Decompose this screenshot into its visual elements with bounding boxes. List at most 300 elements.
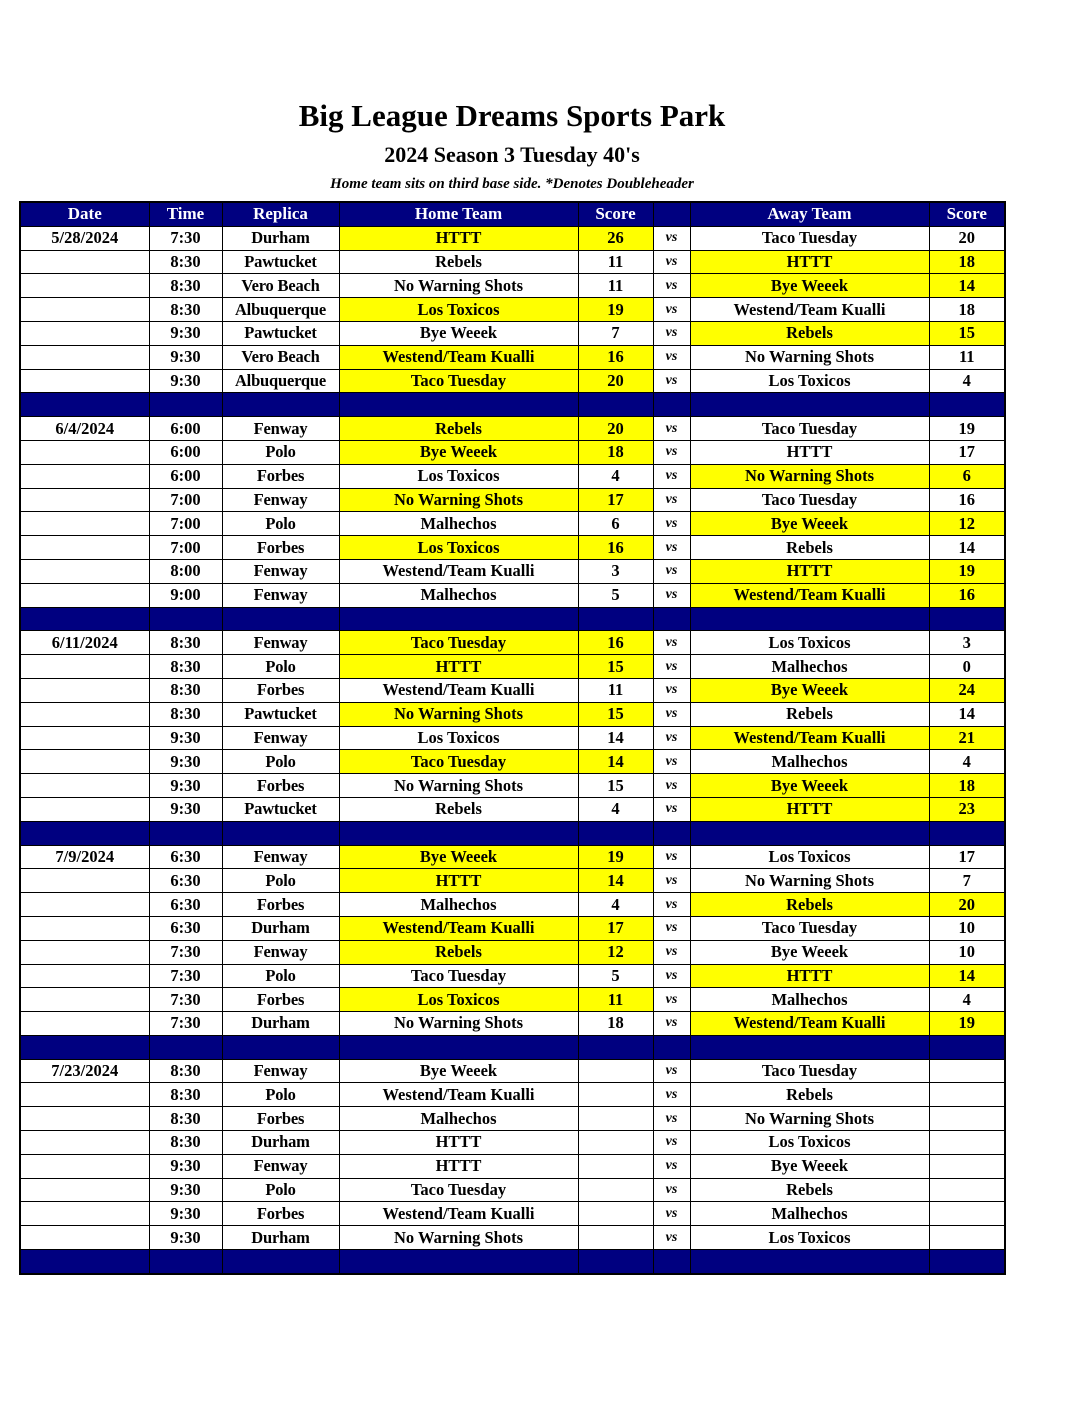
separator-cell: [222, 821, 339, 845]
table-row: [20, 797, 1005, 821]
away-team: Los Toxicos: [690, 631, 929, 655]
home-score: [578, 1226, 653, 1250]
vs-label: vs: [653, 702, 690, 726]
away-team: Bye Weeek: [690, 940, 929, 964]
home-score: 5: [578, 964, 653, 988]
away-team: Malhechos: [690, 988, 929, 1012]
away-score: 10: [929, 940, 1005, 964]
table-row: [20, 1131, 1005, 1155]
home-team: Malhechos: [339, 1107, 578, 1131]
away-score: 17: [929, 440, 1005, 464]
home-team: Taco Tuesday: [339, 369, 578, 393]
home-team: No Warning Shots: [339, 1012, 578, 1036]
separator-cell: [149, 1035, 222, 1059]
game-time: 7:30: [149, 988, 222, 1012]
vs-label: vs: [653, 417, 690, 441]
vs-label: vs: [653, 1059, 690, 1083]
away-team: Taco Tuesday: [690, 916, 929, 940]
away-team: Rebels: [690, 702, 929, 726]
column-header-vs: [653, 202, 690, 226]
away-score: 19: [929, 417, 1005, 441]
home-team: Malhechos: [339, 512, 578, 536]
table-row: [20, 1178, 1005, 1202]
game-date: [20, 583, 149, 607]
game-time: 7:30: [149, 226, 222, 250]
away-team: Bye Weeek: [690, 512, 929, 536]
home-team: Taco Tuesday: [339, 631, 578, 655]
away-score: 14: [929, 536, 1005, 560]
game-field: Polo: [222, 1083, 339, 1107]
separator-cell: [222, 1035, 339, 1059]
home-score: 15: [578, 655, 653, 679]
away-team: Rebels: [690, 321, 929, 345]
game-time: 7:30: [149, 964, 222, 988]
away-team: Bye Weeek: [690, 678, 929, 702]
week-separator-row: [20, 821, 1005, 845]
game-date: [20, 964, 149, 988]
home-score: 5: [578, 583, 653, 607]
away-team: Rebels: [690, 893, 929, 917]
game-date: [20, 1131, 149, 1155]
game-date: [20, 488, 149, 512]
table-row: [20, 321, 1005, 345]
game-field: Forbes: [222, 893, 339, 917]
separator-cell: [149, 393, 222, 417]
table-row: [20, 702, 1005, 726]
home-team: Los Toxicos: [339, 988, 578, 1012]
separator-cell: [222, 607, 339, 631]
week-separator-row: [20, 393, 1005, 417]
away-team: Malhechos: [690, 655, 929, 679]
game-time: 6:30: [149, 916, 222, 940]
away-score: 3: [929, 631, 1005, 655]
game-time: 8:30: [149, 1107, 222, 1131]
table-row: [20, 536, 1005, 560]
table-row: [20, 774, 1005, 798]
game-field: Fenway: [222, 1154, 339, 1178]
game-field: Fenway: [222, 726, 339, 750]
home-score: 11: [578, 678, 653, 702]
away-score: 14: [929, 274, 1005, 298]
game-date: [20, 940, 149, 964]
table-row: [20, 417, 1005, 441]
game-field: Durham: [222, 1226, 339, 1250]
table-row: [20, 750, 1005, 774]
separator-cell: [578, 821, 653, 845]
game-field: Durham: [222, 916, 339, 940]
away-score: 18: [929, 250, 1005, 274]
separator-cell: [929, 1035, 1005, 1059]
game-time: 9:30: [149, 750, 222, 774]
separator-cell: [929, 821, 1005, 845]
vs-label: vs: [653, 298, 690, 322]
game-time: 8:30: [149, 678, 222, 702]
home-score: 7: [578, 321, 653, 345]
away-team: Los Toxicos: [690, 845, 929, 869]
vs-label: vs: [653, 678, 690, 702]
separator-cell: [339, 393, 578, 417]
vs-label: vs: [653, 274, 690, 298]
table-row: [20, 655, 1005, 679]
away-score: 7: [929, 869, 1005, 893]
game-time: 8:30: [149, 655, 222, 679]
home-score: [578, 1083, 653, 1107]
home-team: HTTT: [339, 226, 578, 250]
vs-label: vs: [653, 1178, 690, 1202]
home-score: 19: [578, 298, 653, 322]
home-team: Los Toxicos: [339, 726, 578, 750]
game-field: Albuquerque: [222, 298, 339, 322]
game-time: 9:30: [149, 321, 222, 345]
game-field: Forbes: [222, 678, 339, 702]
home-team: Westend/Team Kualli: [339, 1202, 578, 1226]
separator-cell: [653, 607, 690, 631]
game-time: 9:30: [149, 797, 222, 821]
game-date: [20, 893, 149, 917]
separator-cell: [20, 393, 149, 417]
vs-label: vs: [653, 440, 690, 464]
separator-cell: [653, 393, 690, 417]
game-time: 7:00: [149, 536, 222, 560]
home-team: No Warning Shots: [339, 488, 578, 512]
table-row: [20, 488, 1005, 512]
away-score: [929, 1107, 1005, 1131]
game-field: Albuquerque: [222, 369, 339, 393]
game-date: [20, 1226, 149, 1250]
away-score: [929, 1131, 1005, 1155]
home-team: Los Toxicos: [339, 298, 578, 322]
away-score: 20: [929, 893, 1005, 917]
game-time: 7:30: [149, 1012, 222, 1036]
home-team: HTTT: [339, 655, 578, 679]
game-time: 6:30: [149, 869, 222, 893]
away-score: 4: [929, 750, 1005, 774]
away-team: No Warning Shots: [690, 869, 929, 893]
home-team: Los Toxicos: [339, 464, 578, 488]
away-score: 18: [929, 298, 1005, 322]
away-score: 16: [929, 488, 1005, 512]
away-team: Rebels: [690, 1083, 929, 1107]
game-time: 6:00: [149, 464, 222, 488]
home-team: Westend/Team Kualli: [339, 559, 578, 583]
away-team: Westend/Team Kualli: [690, 298, 929, 322]
game-time: 7:30: [149, 940, 222, 964]
home-score: 15: [578, 702, 653, 726]
table-row: [20, 464, 1005, 488]
game-time: 8:30: [149, 1083, 222, 1107]
home-score: 16: [578, 345, 653, 369]
game-time: 9:30: [149, 774, 222, 798]
home-score: 16: [578, 631, 653, 655]
table-row: [20, 940, 1005, 964]
away-team: Westend/Team Kualli: [690, 1012, 929, 1036]
separator-cell: [653, 1035, 690, 1059]
home-score: 11: [578, 274, 653, 298]
game-date: [20, 726, 149, 750]
separator-cell: [578, 1035, 653, 1059]
game-date: [20, 797, 149, 821]
game-field: Polo: [222, 869, 339, 893]
game-date: [20, 655, 149, 679]
vs-label: vs: [653, 1154, 690, 1178]
vs-label: vs: [653, 369, 690, 393]
home-score: [578, 1059, 653, 1083]
column-header-away-score: Score: [929, 202, 1005, 226]
vs-label: vs: [653, 1202, 690, 1226]
separator-cell: [929, 607, 1005, 631]
away-team: Malhechos: [690, 750, 929, 774]
away-team: No Warning Shots: [690, 345, 929, 369]
away-score: 11: [929, 345, 1005, 369]
away-score: 21: [929, 726, 1005, 750]
home-score: 12: [578, 940, 653, 964]
away-team: Rebels: [690, 1178, 929, 1202]
vs-label: vs: [653, 988, 690, 1012]
game-time: 9:30: [149, 1226, 222, 1250]
game-date: [20, 750, 149, 774]
game-time: 9:30: [149, 726, 222, 750]
away-score: 24: [929, 678, 1005, 702]
away-team: Taco Tuesday: [690, 226, 929, 250]
vs-label: vs: [653, 1012, 690, 1036]
game-field: Pawtucket: [222, 702, 339, 726]
separator-cell: [20, 1035, 149, 1059]
vs-label: vs: [653, 916, 690, 940]
game-date: 7/23/2024: [20, 1059, 149, 1083]
separator-cell: [222, 1250, 339, 1274]
column-header-date: Date: [20, 202, 149, 226]
table-row: [20, 1083, 1005, 1107]
table-header-row: [20, 202, 1005, 226]
table-row: [20, 440, 1005, 464]
game-date: [20, 1012, 149, 1036]
vs-label: vs: [653, 726, 690, 750]
table-row: [20, 512, 1005, 536]
home-team: Taco Tuesday: [339, 1178, 578, 1202]
away-team: Malhechos: [690, 1202, 929, 1226]
home-team: Rebels: [339, 940, 578, 964]
away-score: [929, 1154, 1005, 1178]
home-team: Malhechos: [339, 583, 578, 607]
game-time: 9:30: [149, 1178, 222, 1202]
home-team: Bye Weeek: [339, 321, 578, 345]
home-score: 17: [578, 916, 653, 940]
table-row: [20, 1059, 1005, 1083]
vs-label: vs: [653, 655, 690, 679]
game-field: Vero Beach: [222, 345, 339, 369]
column-header-home-team: Home Team: [339, 202, 578, 226]
home-score: 20: [578, 417, 653, 441]
separator-cell: [690, 607, 929, 631]
separator-cell: [690, 1035, 929, 1059]
table-row: [20, 345, 1005, 369]
game-field: Forbes: [222, 1202, 339, 1226]
vs-label: vs: [653, 488, 690, 512]
home-team: No Warning Shots: [339, 774, 578, 798]
away-score: 14: [929, 964, 1005, 988]
vs-label: vs: [653, 631, 690, 655]
home-team: No Warning Shots: [339, 1226, 578, 1250]
vs-label: vs: [653, 1131, 690, 1155]
table-row: [20, 1226, 1005, 1250]
table-row: [20, 559, 1005, 583]
home-score: 16: [578, 536, 653, 560]
game-date: [20, 678, 149, 702]
away-team: Los Toxicos: [690, 1226, 929, 1250]
table-row: [20, 583, 1005, 607]
game-date: 6/4/2024: [20, 417, 149, 441]
away-team: HTTT: [690, 440, 929, 464]
away-team: Rebels: [690, 536, 929, 560]
home-score: 19: [578, 845, 653, 869]
away-team: Taco Tuesday: [690, 1059, 929, 1083]
home-team: No Warning Shots: [339, 274, 578, 298]
game-field: Fenway: [222, 559, 339, 583]
away-team: Bye Weeek: [690, 774, 929, 798]
game-field: Fenway: [222, 417, 339, 441]
game-time: 7:00: [149, 512, 222, 536]
home-score: 4: [578, 797, 653, 821]
game-time: 6:00: [149, 440, 222, 464]
away-score: 17: [929, 845, 1005, 869]
vs-label: vs: [653, 583, 690, 607]
away-score: 19: [929, 1012, 1005, 1036]
home-team: Rebels: [339, 417, 578, 441]
table-row: [20, 1012, 1005, 1036]
vs-label: vs: [653, 1226, 690, 1250]
game-field: Fenway: [222, 488, 339, 512]
away-team: Bye Weeek: [690, 1154, 929, 1178]
away-score: 20: [929, 226, 1005, 250]
game-field: Durham: [222, 226, 339, 250]
game-date: 7/9/2024: [20, 845, 149, 869]
game-date: [20, 1107, 149, 1131]
game-date: 6/11/2024: [20, 631, 149, 655]
game-date: 5/28/2024: [20, 226, 149, 250]
home-score: 6: [578, 512, 653, 536]
game-field: Forbes: [222, 774, 339, 798]
table-row: [20, 845, 1005, 869]
table-row: [20, 916, 1005, 940]
table-row: [20, 226, 1005, 250]
game-time: 6:30: [149, 893, 222, 917]
page-note: Home team sits on third base side. *Denotes Doubleheader: [330, 176, 694, 192]
home-team: Westend/Team Kualli: [339, 678, 578, 702]
away-score: [929, 1202, 1005, 1226]
vs-label: vs: [653, 964, 690, 988]
home-score: 26: [578, 226, 653, 250]
table-row: [20, 631, 1005, 655]
table-row: [20, 274, 1005, 298]
home-team: Westend/Team Kualli: [339, 916, 578, 940]
separator-cell: [653, 1250, 690, 1274]
home-team: No Warning Shots: [339, 702, 578, 726]
game-field: Fenway: [222, 845, 339, 869]
table-row: [20, 988, 1005, 1012]
game-time: 9:00: [149, 583, 222, 607]
game-date: [20, 298, 149, 322]
home-score: 20: [578, 369, 653, 393]
away-score: 23: [929, 797, 1005, 821]
away-team: Taco Tuesday: [690, 417, 929, 441]
game-time: 8:30: [149, 250, 222, 274]
game-field: Fenway: [222, 583, 339, 607]
separator-cell: [339, 1250, 578, 1274]
separator-cell: [578, 1250, 653, 1274]
away-score: 18: [929, 774, 1005, 798]
game-time: 7:00: [149, 488, 222, 512]
game-field: Forbes: [222, 464, 339, 488]
game-time: 9:30: [149, 1202, 222, 1226]
game-date: [20, 464, 149, 488]
game-time: 8:30: [149, 1131, 222, 1155]
vs-label: vs: [653, 536, 690, 560]
home-score: [578, 1178, 653, 1202]
game-time: 6:30: [149, 845, 222, 869]
table-row: [20, 678, 1005, 702]
vs-label: vs: [653, 321, 690, 345]
game-date: [20, 250, 149, 274]
game-time: 6:00: [149, 417, 222, 441]
away-team: HTTT: [690, 559, 929, 583]
away-score: 4: [929, 369, 1005, 393]
game-time: 8:00: [149, 559, 222, 583]
separator-cell: [149, 821, 222, 845]
table-row: [20, 298, 1005, 322]
column-header-home-score: Score: [578, 202, 653, 226]
week-separator-row: [20, 1250, 1005, 1274]
game-date: [20, 702, 149, 726]
home-team: Rebels: [339, 797, 578, 821]
away-team: No Warning Shots: [690, 1107, 929, 1131]
home-score: 17: [578, 488, 653, 512]
home-score: 4: [578, 893, 653, 917]
vs-label: vs: [653, 226, 690, 250]
separator-cell: [690, 393, 929, 417]
home-team: HTTT: [339, 1154, 578, 1178]
game-date: [20, 916, 149, 940]
game-date: [20, 1154, 149, 1178]
home-team: Rebels: [339, 250, 578, 274]
away-score: 16: [929, 583, 1005, 607]
schedule-table: [19, 201, 1006, 1275]
separator-cell: [339, 821, 578, 845]
game-field: Durham: [222, 1012, 339, 1036]
column-header-replica: Replica: [222, 202, 339, 226]
away-score: 4: [929, 988, 1005, 1012]
separator-cell: [339, 1035, 578, 1059]
vs-label: vs: [653, 1083, 690, 1107]
home-team: Westend/Team Kualli: [339, 345, 578, 369]
page-subtitle: 2024 Season 3 Tuesday 40's: [384, 142, 640, 167]
away-team: Westend/Team Kualli: [690, 726, 929, 750]
table-row: [20, 869, 1005, 893]
separator-cell: [339, 607, 578, 631]
game-date: [20, 345, 149, 369]
home-team: HTTT: [339, 1131, 578, 1155]
game-field: Durham: [222, 1131, 339, 1155]
table-row: [20, 1202, 1005, 1226]
home-score: [578, 1107, 653, 1131]
game-field: Polo: [222, 440, 339, 464]
game-date: [20, 321, 149, 345]
table-row: [20, 1154, 1005, 1178]
separator-cell: [20, 607, 149, 631]
home-score: 11: [578, 250, 653, 274]
away-team: Westend/Team Kualli: [690, 583, 929, 607]
vs-label: vs: [653, 512, 690, 536]
game-time: 8:30: [149, 631, 222, 655]
